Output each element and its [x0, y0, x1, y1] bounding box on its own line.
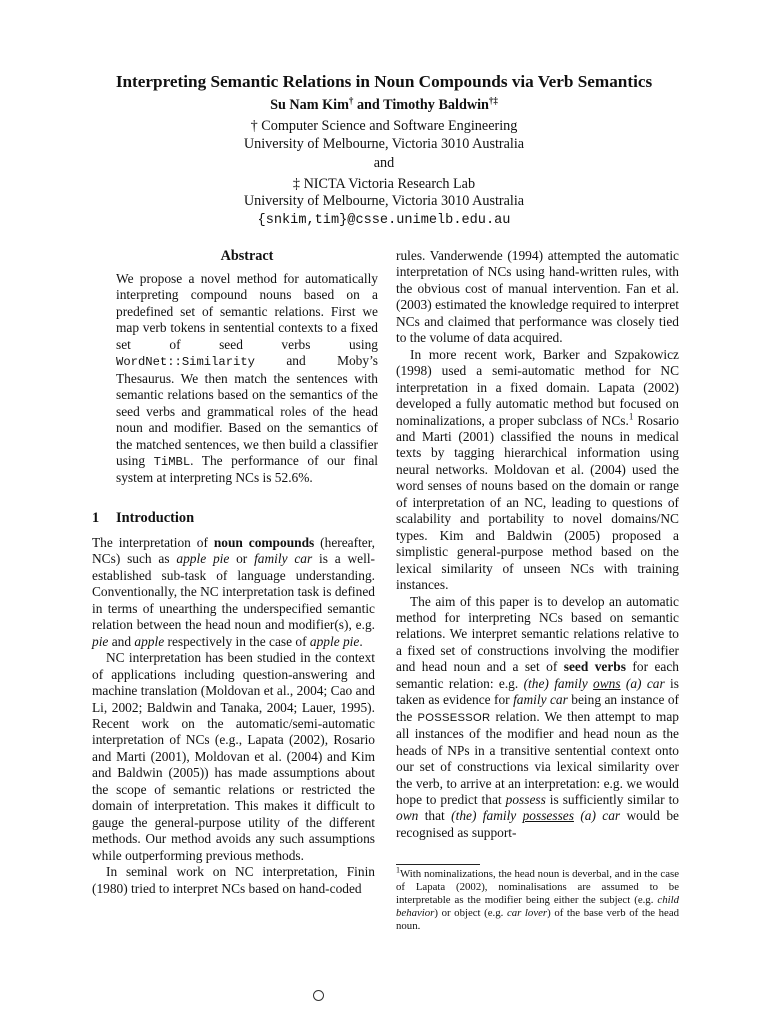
abstract-body — [116, 271, 378, 487]
author-name: Su Nam Kim — [270, 97, 349, 113]
paragraph: In seminal work on NC interpretation, Finin (1980) tried to interpret NCs based on hand-coded — [92, 864, 375, 896]
affiliation-text: Computer Science and Software Engineering — [261, 118, 518, 134]
paragraph: The interpretation of noun compounds (hereafter, NCs) such as apple pie or family car is a well-established sub-task of language understanding. Conventionally, the NC interpretation task is defined in terms of unearthing the underspecified semantic relation between the head noun and modifier(s), e.g. pie and apple respectively in the case of apple pie. — [92, 535, 376, 649]
affiliation-text: NICTA Victoria Research Lab — [303, 176, 476, 192]
paragraph: The aim of this paper is to develop an automatic method for interpreting NCs based on semantic relations. We interpret semantic relations relative to a fixed set of constructions involving the modifier and head noun and a set of seed verbs for each semantic relation: e.g. (the) family owns (a) car is taken as evidence for family car being an instance of the POSSESSOR relation. We then attempt to map all instances of the modifier and head noun as the heads of NPs in a transitive sentential context onto our set of constructions via lexical similarity over the verb, to arrive at an interpretation: e.g. we would hope to predict that possess is sufficiently similar to own that (the) family possesses (a) car would be recognised as support- — [396, 593, 680, 840]
footnote-marker: 1 — [396, 865, 400, 875]
affiliation-mark: ‡ — [292, 176, 301, 192]
affiliation-dept — [0, 118, 768, 135]
abstract-heading: Abstract — [220, 248, 274, 264]
author-line — [0, 97, 768, 114]
affiliation-and: and — [373, 155, 395, 171]
abstract-paragraph: We propose a novel method for automatically interpreting compound nouns based on a predefined set of semantic relations. First we map verb tokens in sentential contexts to a fixed set of seed verbs using WordNet::Similarity and Moby’s Thesaurus. We then match the sentences with semantic relations based on the semantics of the seed verbs and grammatical roles of the head noun and modifier. Based on the semantics of the matched sentences, we then build a classifier using TiMBL. The performance of our final system at interpreting NCs is 52.6%. — [116, 271, 379, 486]
affiliation-univ: University of Melbourne, Victoria 3010 Australia — [243, 193, 525, 209]
left-column-text — [92, 535, 375, 897]
tool-name: TiMBL — [153, 454, 191, 469]
affiliation-mark: †‡ — [488, 95, 498, 106]
page-marker-circle-icon — [313, 990, 324, 1001]
relation-name: POSSESSOR — [417, 711, 491, 724]
paper-title: Interpreting Semantic Relations in Noun Compounds via Verb Semantics — [115, 72, 653, 91]
paragraph: NC interpretation has been studied in the context of applications including question-answering and machine translation (Moldovan et al., 2004; Cao and Li, 2002; Baldwin and Tanaka, 2004; Lauer, 1995). Recent work on the automatic/semi-automatic interpretation of NCs (e.g., Lapata (2002), Rosario and Marti (2001), Moldovan et al. (2004) and Kim and Baldwin (2005)) has made assumptions about the scope of semantic relations or restricted the domain of interpretation. This makes it difficult to gauge the general-purpose utility of the different methods. Our method avoids any such assumptions while outperforming previous methods. — [92, 650, 375, 863]
footnote-marker: 1 — [628, 411, 634, 422]
affiliation-lab — [0, 176, 768, 193]
affiliation-mark: † — [348, 95, 354, 106]
paragraph: rules. Vanderwende (1994) attempted the automatic interpretation of NCs using hand-written rules, with the obvious cost of manual intervention. Fan et al. (2003) estimated the knowledge required to interpret NCs and claimed that performance was closely tied to the volume of data acquired. — [396, 248, 679, 346]
author-conjunction: and — [356, 97, 380, 113]
email-address: {snkim,tim}@csse.unimelb.edu.au — [257, 213, 511, 228]
section-heading — [92, 510, 194, 527]
footnote: $^1$With nominalizations, the head noun is deverbal, and in the case of Lapata (2002), nominalisations are assumed to be interpretable as the modifier being either the subject (e.g. child behavior) or object (e.g. car lover) of the base verb of the head noun. — [396, 865, 680, 932]
section-number: 1 — [92, 510, 100, 526]
right-column-text — [396, 248, 679, 841]
footnote-rule — [396, 864, 480, 865]
tool-name: WordNet::Similarity — [116, 355, 255, 370]
author-name: Timothy Baldwin — [383, 97, 489, 113]
affiliation-univ: University of Melbourne, Victoria 3010 Australia — [243, 136, 525, 152]
section-title: Introduction — [116, 510, 195, 526]
paragraph: In more recent work, Barker and Szpakowicz (1998) used a semi-automatic method for NC interpretation in a fixed domain. Lapata (2002) developed a fully automatic method but focused on nominalizations, a proper subclass of NCs.$^1$ Rosario and Marti (2001) classified the nouns in medical texts by tagging hierarchical information using neural networks. Moldovan et al. (2004) used the word senses of nouns based on the domain or range of interpretation of an NC, leading to questions of scalability and portability to novel domains/NC types. Kim and Baldwin (2005) proposed a simplistic general-purpose method based on the lexical similarity of unseen NCs with training instances. — [396, 346, 679, 593]
affiliation-mark: † — [250, 118, 258, 134]
